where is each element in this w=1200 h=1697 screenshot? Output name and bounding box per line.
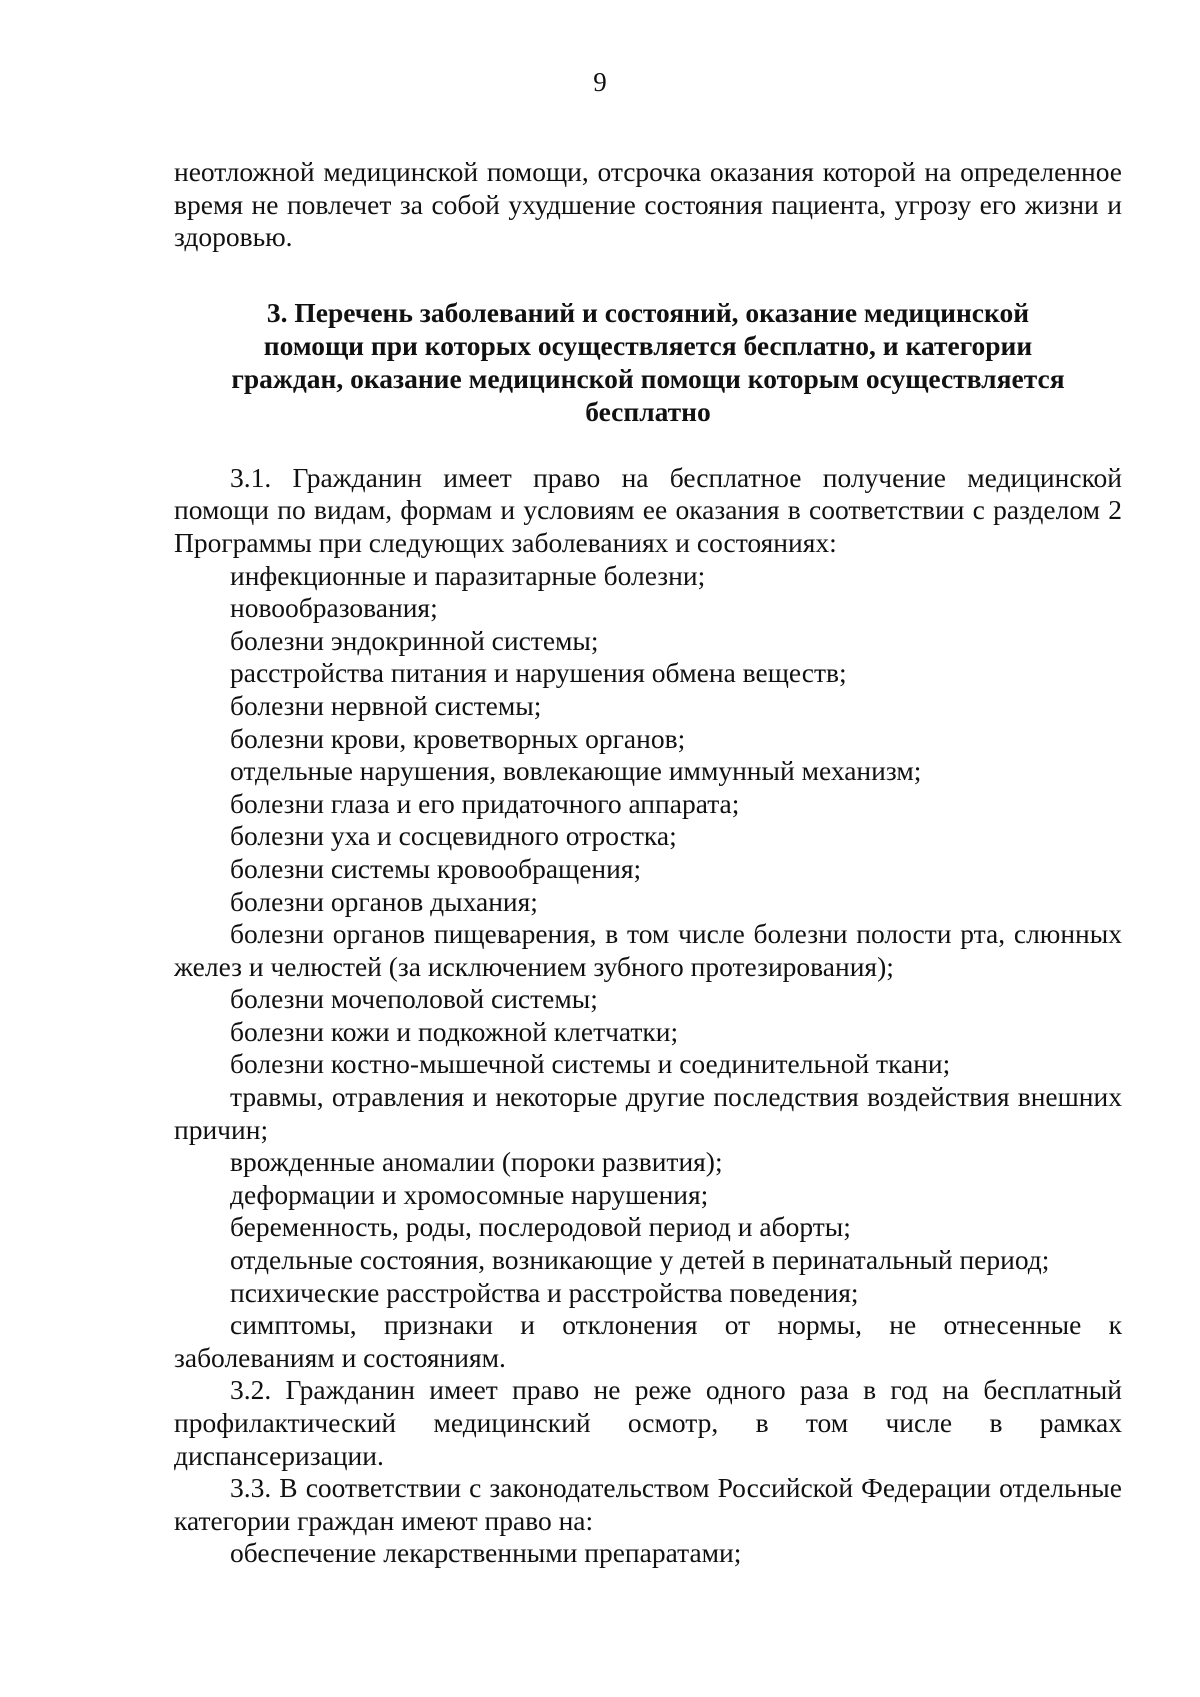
section-heading-line: 3. Перечень заболеваний и состояний, оказание медицинской — [266, 296, 1030, 328]
condition-item: психические расстройства и расстройства поведения; — [230, 1276, 859, 1308]
condition-item: болезни глаза и его придаточного аппарата; — [230, 787, 740, 819]
condition-item: болезни уха и сосцевидного отростка; — [230, 820, 677, 852]
section-heading-line: помощи при которых осуществляется бесплатно, и категории — [263, 329, 1033, 361]
condition-item: инфекционные и паразитарные болезни; — [230, 559, 706, 591]
condition-item: расстройства питания и нарушения обмена веществ; — [230, 657, 847, 689]
page-number: 9 — [593, 67, 607, 97]
section-heading — [174, 296, 1122, 428]
condition-item: болезни эндокринной системы; — [230, 624, 599, 656]
condition-item: болезни крови, кроветворных органов; — [230, 722, 686, 754]
page-content — [174, 156, 1122, 1570]
paragraph-3-1: 3.1. Гражданин имеет право на бесплатное получение медицинской помощи по видам, формам и условиям ее оказания в соответствии с разделом 2 Программы при следующих заболеваниях и состояниях: — [174, 461, 1122, 558]
paragraph-3-2: 3.2. Гражданин имеет право не реже одного раза в год на бесплатный профилактический медицинский осмотр, в том числе в рамках диспансеризации. — [174, 1374, 1122, 1471]
condition-item: болезни костно-мышечной системы и соединительной ткани; — [230, 1048, 951, 1080]
condition-item: беременность, роды, послеродовой период и аборты; — [230, 1211, 851, 1243]
condition-item: новообразования; — [230, 592, 438, 624]
condition-item: болезни системы кровообращения; — [230, 852, 642, 884]
condition-item: болезни кожи и подкожной клетчатки; — [230, 1015, 679, 1047]
section-heading-line: бесплатно — [585, 395, 711, 427]
condition-item: симптомы, признаки и отклонения от нормы, не отнесенные к заболеваниям и состояниям. — [174, 1309, 1122, 1373]
condition-item: болезни органов дыхания; — [230, 885, 538, 917]
paragraph-3-3: 3.3. В соответствии с законодательством Российской Федерации отдельные категории граждан имеют право на: — [174, 1472, 1122, 1536]
condition-item: отдельные состояния, возникающие у детей в перинатальный период; — [230, 1244, 1050, 1276]
condition-item: болезни мочеполовой системы; — [230, 983, 598, 1015]
conditions-list — [174, 560, 1122, 1375]
paragraph-3-3-item: обеспечение лекарственными препаратами; — [230, 1537, 742, 1569]
condition-item: деформации и хромосомные нарушения; — [230, 1178, 709, 1210]
condition-item: болезни нервной системы; — [230, 689, 542, 721]
condition-item: отдельные нарушения, вовлекающие иммунный механизм; — [230, 755, 922, 787]
condition-item: болезни органов пищеварения, в том числе болезни полости рта, слюнных желез и челюстей (за исключением зубного протезирования); — [174, 918, 1122, 982]
intro-paragraph: неотложной медицинской помощи, отсрочка оказания которой на определенное время не повлечет за собой ухудшение состояния пациента, угрозу его жизни и здоровью. — [174, 156, 1122, 253]
condition-item: травмы, отравления и некоторые другие последствия воздействия внешних причин; — [174, 1081, 1122, 1145]
section-heading-line: граждан, оказание медицинской помощи которым осуществляется — [231, 362, 1065, 394]
condition-item: врожденные аномалии (пороки развития); — [230, 1146, 723, 1178]
